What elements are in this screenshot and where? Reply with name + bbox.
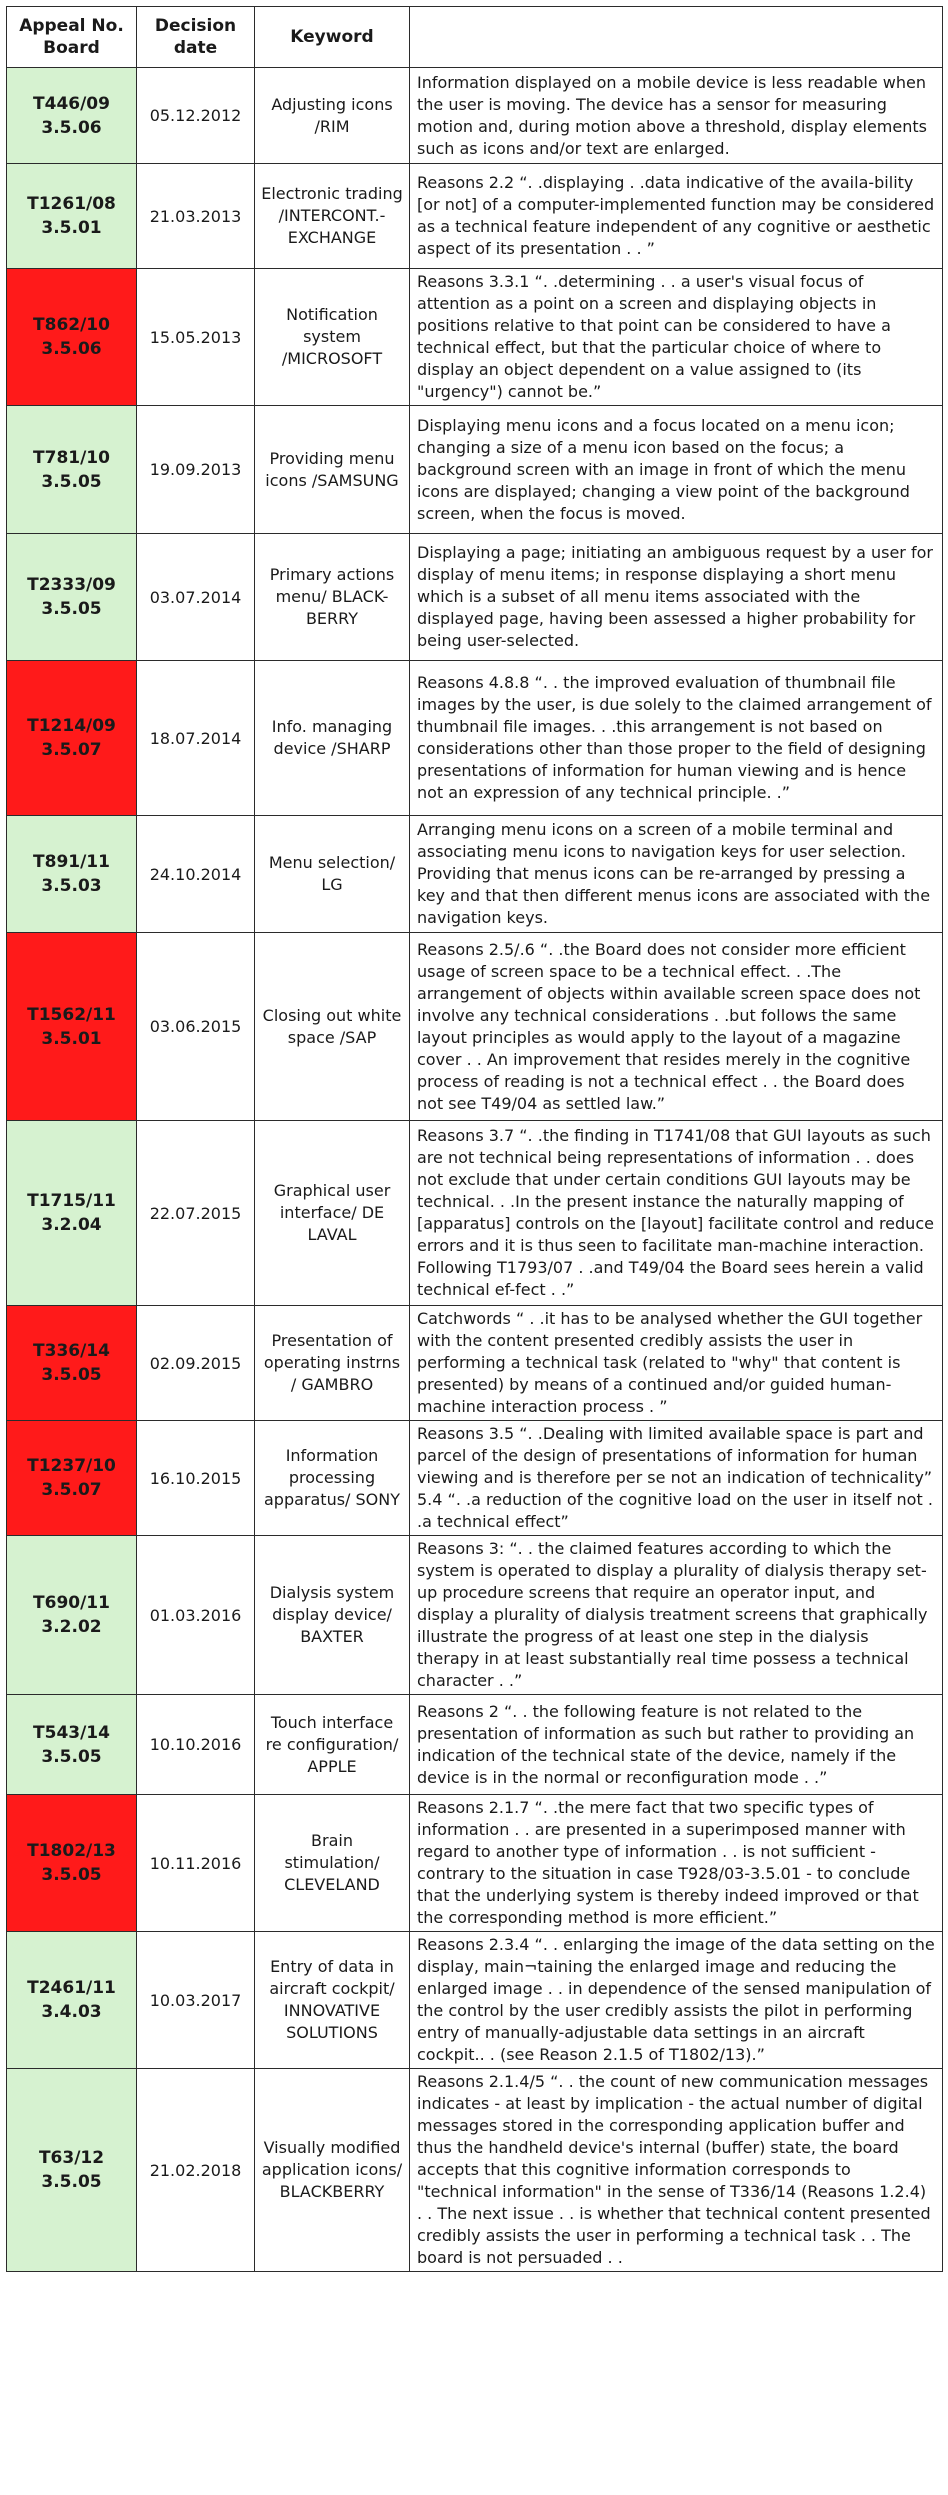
header-keyword [255,7,410,68]
decision-date: 18.07.2014 [137,661,255,816]
board-number: 3.5.05 [41,1865,102,1885]
decision-date: 03.06.2015 [137,933,255,1121]
keyword: Electronic trading /INTERCONT.-EXCHANGE [255,164,410,269]
appeal-cell [7,68,137,164]
header-keyword-label: Keyword [290,27,374,47]
decision-date: 03.07.2014 [137,534,255,661]
appeal-cell [7,534,137,661]
description: Arranging menu icons on a screen of a mobile terminal and associating menu icons to navigation keys for user selection. Providing that menus icons can be re-arranged by pressing a key and that then different menus icons are associated with the navigation keys. [410,816,943,933]
decision-date: 21.03.2013 [137,164,255,269]
table-row [7,269,943,406]
keyword: Visually modified application icons/ BLACKBERRY [255,2069,410,2272]
keyword: Entry of data in aircraft cockpit/ INNOVATIVE SOLUTIONS [255,1932,410,2069]
decisions-table [6,6,943,2272]
description: Reasons 2.1.4/5 “. . the count of new communication messages indicates - at least by implication - the actual number of digital messages stored in the corresponding application buffer and thus the handheld device's internal (buffer) state, the board accepts that this cognitive information corresponds to "technical information" in the sense of T336/14 (Reasons 1.2.4) . . The next issue . . is whether that technical content presented credibly assists the user in performing a technical task . . The board is not persuaded . . [410,2069,943,2272]
appeal-number: T1261/08 [27,194,116,214]
header-row [7,7,943,68]
decision-date: 05.12.2012 [137,68,255,164]
board-number: 3.5.05 [41,1365,102,1385]
table-row [7,1536,943,1695]
description: Reasons 2.1.7 “. .the mere fact that two specific types of information . . are presented in a superimposed manner with regard to another type of information . . is not sufficient - contrary to the situation in case T928/03-3.5.01 - to conclude that the underlying system is thereby indeed improved or that the corresponding method is more efficient.” [410,1795,943,1932]
keyword: Dialysis system display device/ BAXTER [255,1536,410,1695]
appeal-cell [7,1421,137,1536]
appeal-number: T543/14 [33,1722,110,1743]
description: Catchwords “ . .it has to be analysed whether the GUI together with the content presented credibly assists the user in performing a technical task (related to "why" that content is presented) by means of a continued and/or guided human-machine interaction process . ” [410,1306,943,1421]
table-row [7,1932,943,2069]
board-number: 3.5.05 [41,599,102,619]
table-row [7,1421,943,1536]
table-row [7,933,943,1121]
keyword: Primary actions menu/ BLACK-BERRY [255,534,410,661]
appeal-number: T2333/09 [27,575,116,595]
decision-date: 10.03.2017 [137,1932,255,2069]
appeal-number: T862/10 [33,315,110,335]
board-number: 3.5.06 [41,339,102,359]
table-row [7,816,943,933]
appeal-number: T2461/11 [27,1978,116,1998]
keyword: Notification system /MICROSOFT [255,269,410,406]
description: Reasons 2.2 “. .displaying . .data indicative of the availa-bility [or not] of a computer-implemented function may be considered as a technical feature independent of any cognitive or aesthetic aspect of its presentation . . ” [410,164,943,269]
appeal-number: T63/12 [38,2148,105,2168]
header-appeal-label: Appeal No. Board [19,16,124,58]
keyword: Providing menu icons /SAMSUNG [255,406,410,534]
appeal-number: T690/11 [33,1593,110,1613]
appeal-cell [7,164,137,269]
appeal-number: T1802/13 [27,1841,116,1861]
appeal-cell [7,661,137,816]
board-number: 3.5.06 [41,117,102,138]
header-appeal-board [7,7,137,68]
decision-date: 01.03.2016 [137,1536,255,1695]
description: Reasons 2.3.4 “. . enlarging the image of the data setting on the display, main¬taining the enlarged image and reducing the enlarged image . . in dependence of the sensed manipulation of the control by the user credibly assists the pilot in performing entry of manually-adjustable data settings in an aircraft cockpit.. . (see Reason 2.1.5 of T1802/13).” [410,1932,943,2069]
description: Reasons 3.3.1 “. .determining . . a user's visual focus of attention as a point on a screen and displaying objects in positions relative to that point can be considered to have a technical effect, but that the particular choice of where to display an object dependent on a value assigned to (its "urgency") cannot be.” [410,269,943,406]
board-number: 3.5.05 [41,1746,102,1767]
header-decision-date [137,7,255,68]
description: Reasons 3.5 “. .Dealing with limited available space is part and parcel of the design of presentations of information for human viewing and is therefore per se not an indication of technicality” 5.4 “. .a reduction of the cognitive load on the user in itself not . .a technical effect” [410,1421,943,1536]
board-number: 3.5.05 [41,471,102,492]
description: Reasons 3: “. . the claimed features according to which the system is operated to display a plurality of dialysis therapy set-up procedure screens that require an operator input, and display a plurality of dialysis treatment screens that graphically illustrate the progress of at least one step in the dialysis therapy in at least substantially real time possess a technical character . .” [410,1536,943,1695]
table-row [7,1306,943,1421]
table-row [7,164,943,269]
board-number: 3.5.01 [41,1028,102,1049]
appeal-cell [7,1121,137,1306]
board-number: 3.2.02 [41,1617,102,1637]
appeal-cell [7,816,137,933]
keyword: Touch interface re configuration/ APPLE [255,1695,410,1795]
appeal-cell [7,1795,137,1932]
appeal-number: T781/10 [33,447,110,468]
decisions-document [6,6,942,2272]
appeal-number: T1715/11 [27,1191,116,1211]
keyword: Adjusting icons /RIM [255,68,410,164]
board-number: 3.5.03 [41,876,102,896]
description: Displaying a page; initiating an ambiguous request by a user for display of menu items; in response displaying a short menu which is a subset of all menu items associated with the displayed page, having been assessed a higher probability for being user-selected. [410,534,943,661]
table-row [7,1695,943,1795]
table-row [7,661,943,816]
keyword: Menu selection/ LG [255,816,410,933]
board-number: 3.5.05 [41,2172,102,2192]
appeal-cell [7,406,137,534]
keyword: Graphical user interface/ DE LAVAL [255,1121,410,1306]
appeal-number: T1214/09 [27,716,116,736]
table-row [7,1795,943,1932]
keyword: Info. managing device /SHARP [255,661,410,816]
appeal-number: T1562/11 [27,1004,116,1025]
decision-date: 10.10.2016 [137,1695,255,1795]
appeal-cell [7,1695,137,1795]
keyword: Brain stimulation/ CLEVELAND [255,1795,410,1932]
appeal-cell [7,269,137,406]
appeal-cell [7,933,137,1121]
board-number: 3.2.04 [41,1215,102,1235]
appeal-number: T446/09 [33,93,110,114]
header-date-label: Decision date [154,16,237,58]
decision-date: 02.09.2015 [137,1306,255,1421]
description: Reasons 4.8.8 “. . the improved evaluation of thumbnail file images by the user, is due solely to the claimed arrangement of thumbnail file images. . .this arrangement is not based on considerations other than those proper to the field of designing presentations of information for human viewing and is hence not an expression of any technical principle. .” [410,661,943,816]
board-number: 3.5.01 [41,218,102,238]
decision-date: 10.11.2016 [137,1795,255,1932]
table-row [7,406,943,534]
decision-date: 19.09.2013 [137,406,255,534]
description: Reasons 3.7 “. .the finding in T1741/08 that GUI layouts as such are not technical being representations of information . . does not exclude that under certain conditions GUI layouts may be technical. . .In the present instance the naturally mapping of [apparatus] controls on the [layout] facilitate control and reduce errors and it is thus seen to facilitate man-machine interaction. Following T1793/07 . .and T49/04 the Board sees herein a valid technical ef-fect . .” [410,1121,943,1306]
description: Reasons 2 “. . the following feature is not related to the presentation of information as such but rather to providing an indication of the technical state of the device, namely if the device is in the normal or reconfiguration mode . .” [410,1695,943,1795]
decision-date: 22.07.2015 [137,1121,255,1306]
table-row [7,68,943,164]
keyword: Closing out white space /SAP [255,933,410,1121]
table-row [7,534,943,661]
appeal-number: T891/11 [33,852,110,872]
description: Information displayed on a mobile device is less readable when the user is moving. The device has a sensor for measuring motion and, during motion above a threshold, display elements such as icons and/or text are enlarged. [410,68,943,164]
appeal-cell [7,1306,137,1421]
table-row [7,1121,943,1306]
decision-date: 16.10.2015 [137,1421,255,1536]
appeal-cell [7,1932,137,2069]
appeal-cell [7,2069,137,2272]
keyword: Presentation of operating instrns / GAMBRO [255,1306,410,1421]
appeal-number: T1237/10 [27,1456,116,1476]
keyword: Information processing apparatus/ SONY [255,1421,410,1536]
appeal-cell [7,1536,137,1695]
board-number: 3.5.07 [41,1480,102,1500]
decision-date: 24.10.2014 [137,816,255,933]
description: Displaying menu icons and a focus located on a menu icon; changing a size of a menu icon based on the focus; a background screen with an image in front of which the menu icons are displayed; changing a view point of the background screen, when the focus is moved. [410,406,943,534]
appeal-number: T336/14 [33,1341,110,1361]
board-number: 3.4.03 [41,2002,102,2022]
table-row [7,2069,943,2272]
description: Reasons 2.5/.6 “. .the Board does not consider more efficient usage of screen space to be a technical effect. . .The arrangement of objects within available screen space does not involve any technical considerations . .but follows the same layout principles as would apply to the layout of a magazine cover . . An improvement that resides merely in the cognitive process of reading is not a technical effect . . the Board does not see T49/04 as settled law.” [410,933,943,1121]
header-description [410,7,943,68]
board-number: 3.5.07 [41,740,102,760]
decision-date: 15.05.2013 [137,269,255,406]
decision-date: 21.02.2018 [137,2069,255,2272]
